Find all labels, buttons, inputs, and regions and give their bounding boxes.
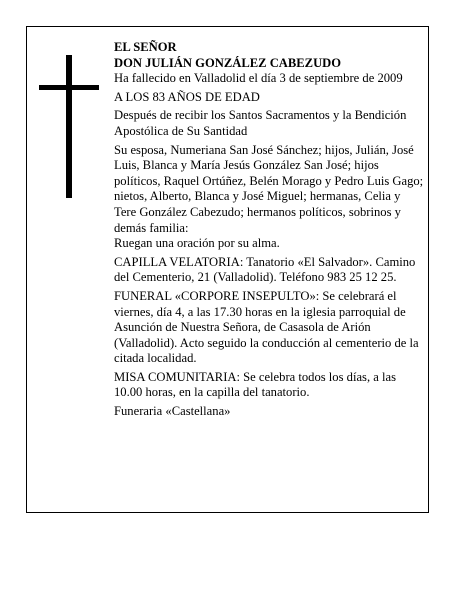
- deceased-name: DON JULIÁN GONZÁLEZ CABEZUDO: [114, 55, 342, 70]
- family-list: Su esposa, Numeriana San José Sánchez; hijos, Julián, José Luis, Blanca y María Jesús González San José; hijos políticos, Raquel Ortúñez, Belén Morago y Pedro Luis Gago; nietos, Alberto, Blanca y José Miguel; hermanas, Celia y Tere González Cabezudo; hermanos políticos, sobrinos y demás familia:: [114, 142, 424, 235]
- cross-vertical-bar: [66, 55, 72, 198]
- obituary-notice: [26, 26, 429, 513]
- funeral-home: Funeraria «Castellana»: [114, 404, 231, 419]
- funeral-info: FUNERAL «CORPORE INSEPULTO»: Se celebrará el viernes, día 4, a las 17.30 horas en la iglesia parroquial de Asunción de Nuestra Señora, de Casasola de Arión (Valladolid). Acto seguido la conducción al cementerio de la citada localidad.: [114, 288, 419, 366]
- age-line: A LOS 83 AÑOS DE EDAD: [114, 89, 260, 104]
- sacraments-line: Después de recibir los Santos Sacramentos y la Bendición Apostólica de Su Santidad: [114, 108, 407, 138]
- obituary-text: [114, 40, 424, 423]
- mass-info: MISA COMUNITARIA: Se celebra todos los días, a las 10.00 horas, en la capilla del tanatorio.: [114, 369, 396, 400]
- heading-title: EL SEÑOR: [114, 40, 177, 54]
- death-announcement: Ha fallecido en Valladolid el día 3 de septiembre de 2009: [114, 71, 403, 86]
- cross-icon: [39, 55, 99, 198]
- prayer-request: Ruegan una oración por su alma.: [114, 236, 280, 251]
- cross-horizontal-bar: [39, 85, 99, 90]
- chapel-info: CAPILLA VELATORIA: Tanatorio «El Salvador». Camino del Cementerio, 21 (Valladolid). Teléfono 983 25 12 25.: [114, 254, 416, 285]
